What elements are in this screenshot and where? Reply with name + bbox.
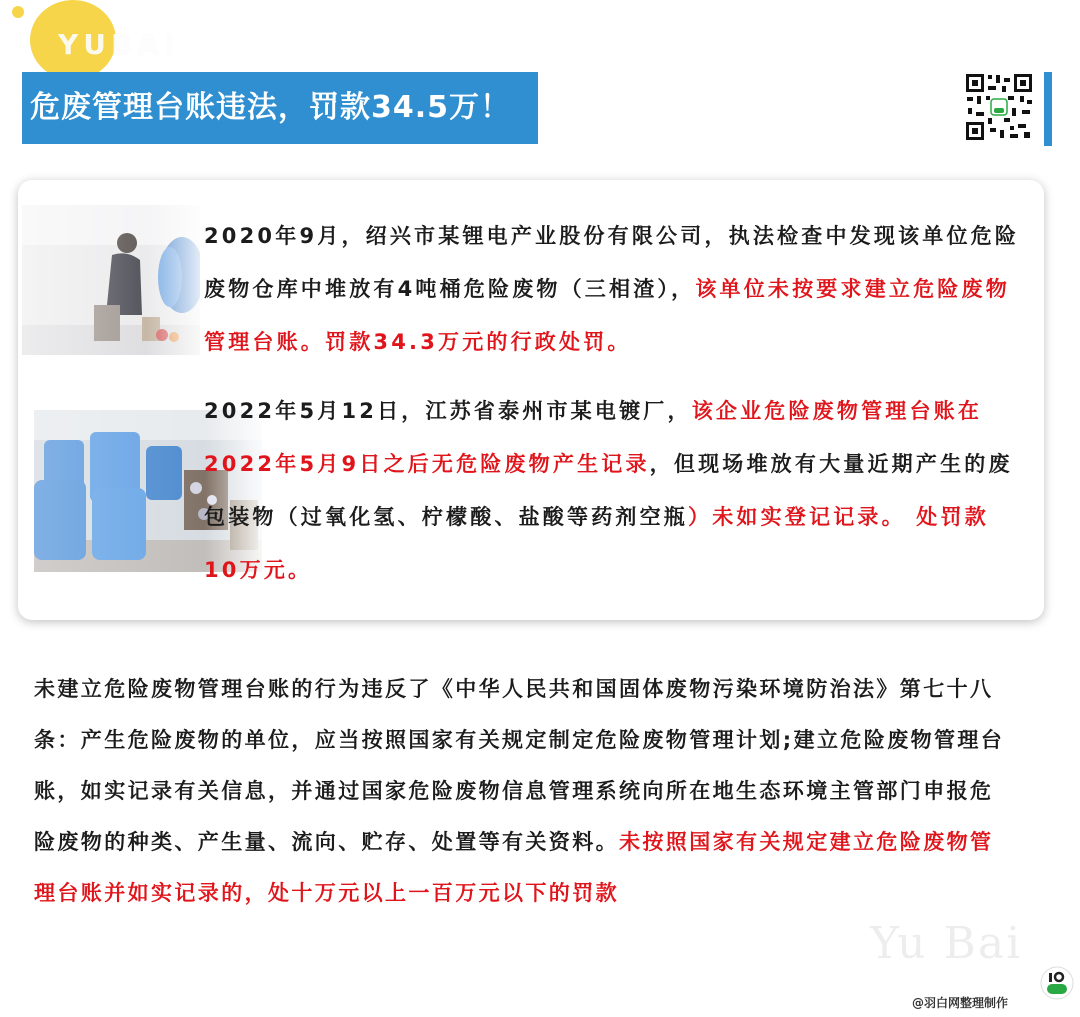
qr-code-icon — [964, 72, 1034, 142]
yubai-logo-icon — [1040, 966, 1074, 1000]
footer-credit: @羽白网整理制作 — [912, 996, 1009, 1010]
case-photo-warehouse — [22, 205, 200, 355]
law-text: 未建立危险废物管理台账的行为违反了《中华人民共和国固体废物污染环境防治法》第七十八条：产生危险废物的单位，应当按照国家有关规定制定危险废物管理计划;建立危险废物管理台账，如实记录有关信息，并通过国家危险废物信息管理系统向所在地生态环境主管部门申报危险废物的种类、产生量、流向、贮存、处置等有关资料。未按照国家有关规定建立危险废物管理台账并如实记录的，处十万元以上一百万元以下的罚款 — [34, 677, 1005, 905]
watermark: Yu Bai — [870, 918, 1023, 969]
brand-dot-decoration — [12, 6, 24, 18]
case-1-text: 2020年9月，绍兴市某锂电产业股份有限公司，执法检查中发现该单位危险废物仓库中堆放有4吨桶危险废物（三相渣），该单位未按要求建立危险废物管理台账。罚款34.3万元的行政处罚。 — [204, 224, 1020, 354]
accent-side-bar — [1044, 72, 1052, 146]
brand-logo-text: YUBAI — [58, 28, 180, 61]
case-2-text: 2022年5月12日，江苏省泰州市某电镀厂，该企业危险废物管理台账在2022年5月9日之后无危险废物产生记录，但现场堆放有大量近期产生的废包装物（过氧化氢、柠檬酸、盐酸等药剂空瓶）未如实登记记录。 处罚款10万元。 — [204, 399, 1013, 582]
page-title: 危废管理台账违法，罚款34.5万！ — [30, 90, 512, 125]
